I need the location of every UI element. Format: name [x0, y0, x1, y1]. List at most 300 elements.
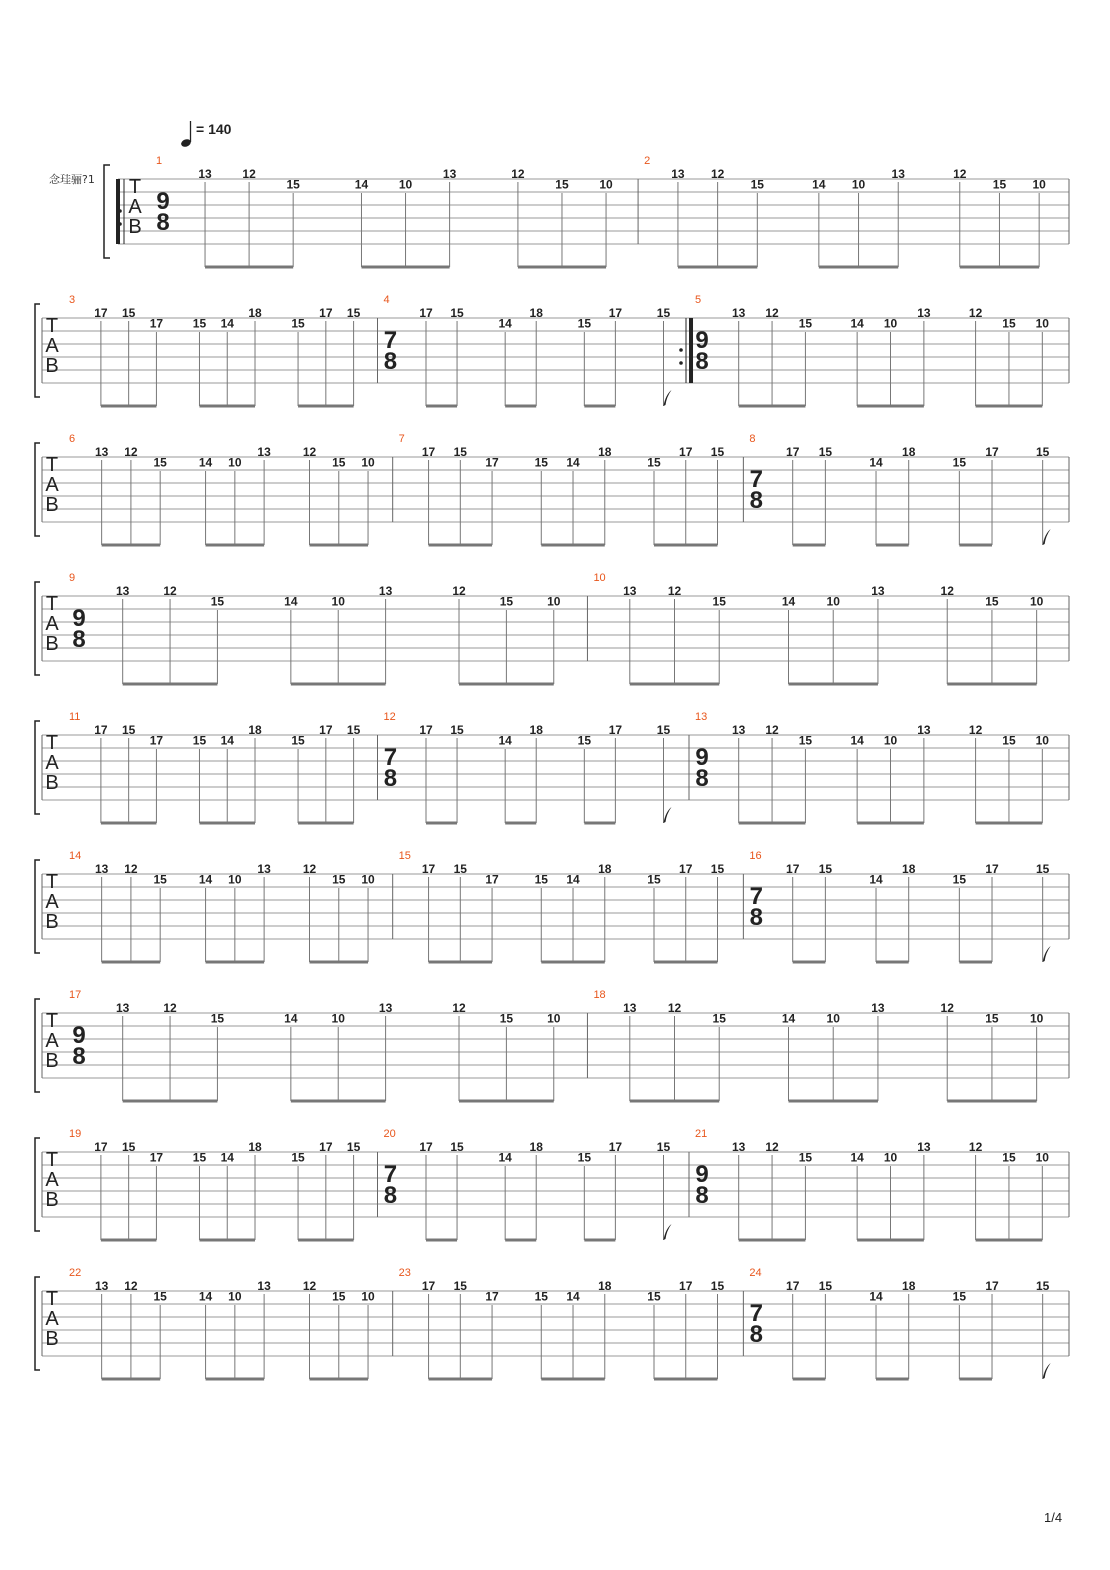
tab-clef-letter: A — [45, 1308, 59, 1330]
fret-number: 13 — [94, 1279, 109, 1293]
fret-number: 17 — [485, 455, 499, 470]
fret-number: 14 — [498, 316, 512, 331]
fret-number: 15 — [818, 445, 833, 459]
fret-number: 10 — [228, 1289, 242, 1304]
fret-number: 13 — [116, 1001, 130, 1015]
fret-number: 12 — [968, 723, 983, 737]
tab-clef-letter: B — [45, 1050, 59, 1072]
fret-number: 10 — [883, 733, 898, 748]
fret-number: 10 — [361, 872, 375, 887]
fret-number: 18 — [529, 1140, 543, 1154]
time-signature-bottom: 8 — [383, 348, 398, 375]
fret-number: 10 — [361, 455, 375, 470]
measure-number: 20 — [383, 1128, 396, 1140]
fret-number: 10 — [1035, 316, 1049, 331]
fret-number: 17 — [679, 862, 693, 876]
fret-number: 15 — [952, 455, 967, 470]
fret-number: 14 — [781, 594, 796, 609]
time-signature-top: 9 — [695, 327, 709, 354]
fret-number: 18 — [529, 723, 543, 737]
fret-number: 14 — [869, 872, 883, 887]
fret-number: 17 — [94, 723, 108, 737]
fret-number: 14 — [812, 177, 826, 192]
fret-number: 14 — [198, 872, 213, 887]
system-bracket — [35, 304, 40, 397]
fret-number: 15 — [332, 872, 346, 887]
fret-number: 15 — [499, 1011, 514, 1026]
fret-number: 17 — [319, 1140, 333, 1154]
fret-number: 15 — [992, 177, 1007, 192]
fret-number: 14 — [781, 1011, 796, 1026]
fret-number: 15 — [121, 306, 136, 320]
time-signature-top: 7 — [383, 1161, 398, 1188]
measure-number: 8 — [749, 433, 756, 445]
time-signature-bottom: 8 — [695, 348, 709, 375]
fret-number: 17 — [985, 445, 999, 459]
fret-number: 15 — [453, 862, 467, 876]
fret-number: 10 — [883, 1150, 898, 1165]
system-bracket — [35, 1277, 40, 1370]
fret-number: 15 — [656, 723, 671, 737]
fret-number: 15 — [332, 1289, 346, 1304]
measure-number: 19 — [69, 1128, 82, 1140]
fret-number: 13 — [94, 445, 109, 459]
fret-number: 17 — [679, 445, 693, 459]
fret-number: 13 — [623, 1001, 637, 1015]
fret-number: 13 — [917, 1140, 931, 1154]
fret-number: 17 — [419, 1140, 433, 1154]
fret-number: 14 — [566, 455, 580, 470]
fret-number: 10 — [228, 455, 242, 470]
fret-number: 15 — [1035, 1279, 1050, 1293]
tab-clef-letter: B — [45, 1328, 59, 1350]
time-signature-top: 9 — [695, 1161, 709, 1188]
time-signature-bottom: 8 — [72, 1043, 86, 1070]
fret-number: 14 — [869, 455, 883, 470]
fret-number: 12 — [302, 445, 317, 459]
fret-number: 15 — [121, 1140, 136, 1154]
time-signature-top: 9 — [72, 1022, 86, 1049]
fret-number: 15 — [453, 445, 467, 459]
fret-number: 10 — [547, 594, 561, 609]
tab-clef-letter: B — [45, 355, 59, 377]
time-signature-top: 7 — [749, 883, 764, 910]
system-bracket — [104, 165, 110, 258]
fret-number: 15 — [192, 1150, 207, 1165]
fret-number: 15 — [712, 594, 726, 609]
fret-number: 15 — [210, 1011, 225, 1026]
fret-number: 13 — [891, 167, 905, 181]
fret-number: 17 — [419, 723, 433, 737]
measure-number: 10 — [593, 572, 606, 584]
fret-number: 12 — [452, 1001, 466, 1015]
fret-number: 15 — [346, 1140, 361, 1154]
eighth-flag-icon — [1043, 529, 1051, 545]
fret-number: 17 — [985, 862, 999, 876]
fret-number: 18 — [248, 1140, 262, 1154]
fret-number: 15 — [1035, 445, 1050, 459]
tab-clef-letter: A — [45, 1030, 59, 1052]
fret-number: 13 — [94, 862, 109, 876]
measure-number: 13 — [695, 711, 708, 723]
fret-number: 17 — [786, 1279, 800, 1293]
fret-number: 18 — [598, 862, 612, 876]
fret-number: 15 — [453, 1279, 467, 1293]
fret-number: 12 — [124, 1279, 138, 1293]
fret-number: 17 — [319, 723, 333, 737]
fret-number: 15 — [286, 177, 300, 192]
fret-number: 17 — [149, 1150, 164, 1165]
fret-number: 12 — [302, 862, 317, 876]
fret-number: 10 — [826, 594, 840, 609]
measure-number: 17 — [69, 989, 82, 1001]
fret-number: 17 — [608, 723, 623, 737]
fret-number: 14 — [869, 1289, 883, 1304]
system-bracket — [35, 582, 40, 675]
fret-number: 13 — [732, 306, 746, 320]
fret-number: 18 — [902, 862, 916, 876]
fret-number: 14 — [850, 316, 864, 331]
fret-number: 10 — [826, 1011, 840, 1026]
fret-number: 18 — [248, 723, 262, 737]
fret-number: 13 — [671, 167, 685, 181]
tab-clef-letter: B — [45, 1189, 59, 1211]
measure-number: 9 — [69, 572, 76, 584]
fret-number: 13 — [378, 584, 393, 598]
fret-number: 12 — [667, 1001, 682, 1015]
fret-number: 14 — [284, 594, 298, 609]
time-signature-bottom: 8 — [72, 626, 86, 653]
fret-number: 12 — [452, 584, 466, 598]
eighth-flag-icon — [663, 807, 671, 823]
fret-number: 15 — [647, 455, 661, 470]
fret-number: 15 — [450, 723, 464, 737]
fret-number: 15 — [450, 1140, 464, 1154]
page-number: 1/4 — [1044, 1510, 1063, 1525]
system-bracket — [35, 443, 40, 536]
fret-number: 12 — [511, 167, 525, 181]
repeat-dot — [118, 222, 122, 226]
fret-number: 10 — [331, 594, 345, 609]
fret-number: 15 — [952, 872, 967, 887]
fret-number: 13 — [378, 1001, 393, 1015]
fret-number: 17 — [319, 306, 333, 320]
tab-clef-letter: A — [45, 474, 59, 496]
time-signature-bottom: 8 — [749, 1321, 764, 1348]
tempo-marking: = 140 — [196, 121, 232, 137]
fret-number: 15 — [818, 1279, 833, 1293]
fret-number: 13 — [871, 584, 885, 598]
fret-number: 10 — [1029, 1011, 1044, 1026]
tab-clef-letter: T — [45, 593, 59, 615]
fret-number: 15 — [534, 1289, 548, 1304]
fret-number: 13 — [917, 306, 931, 320]
measure-number: 3 — [69, 294, 76, 306]
fret-number: 15 — [291, 1150, 305, 1165]
fret-number: 15 — [710, 445, 725, 459]
fret-number: 15 — [1002, 733, 1016, 748]
fret-number: 10 — [228, 872, 242, 887]
eighth-flag-icon — [1043, 946, 1051, 962]
tab-clef-letter: T — [45, 732, 59, 754]
fret-number: 13 — [257, 1279, 271, 1293]
tab-clef-letter: T — [45, 1288, 59, 1310]
fret-number: 12 — [124, 445, 138, 459]
measure-number: 22 — [69, 1267, 82, 1279]
measure-number: 24 — [749, 1267, 762, 1279]
fret-number: 14 — [284, 1011, 298, 1026]
time-signature-bottom: 8 — [749, 904, 764, 931]
time-signature-bottom: 8 — [156, 209, 170, 236]
measure-number: 4 — [383, 294, 390, 306]
fret-number: 15 — [577, 733, 592, 748]
fret-number: 17 — [94, 1140, 108, 1154]
fret-number: 13 — [116, 584, 130, 598]
fret-number: 10 — [883, 316, 898, 331]
system-bracket — [35, 1138, 40, 1231]
fret-number: 15 — [291, 733, 305, 748]
fret-number: 14 — [566, 1289, 580, 1304]
measure-number: 15 — [398, 850, 411, 862]
tab-clef-letter: B — [45, 494, 59, 516]
fret-number: 15 — [499, 594, 514, 609]
fret-number: 15 — [710, 1279, 725, 1293]
measure-number: 11 — [69, 711, 81, 723]
fret-number: 14 — [850, 1150, 864, 1165]
fret-number: 18 — [248, 306, 262, 320]
fret-number: 10 — [398, 177, 413, 192]
fret-number: 15 — [656, 306, 671, 320]
fret-number: 10 — [547, 1011, 561, 1026]
fret-number: 15 — [577, 316, 592, 331]
fret-number: 10 — [599, 177, 613, 192]
fret-number: 17 — [985, 1279, 999, 1293]
fret-number: 12 — [242, 167, 256, 181]
fret-number: 10 — [1035, 1150, 1049, 1165]
tab-clef-letter: A — [45, 891, 59, 913]
fret-number: 15 — [555, 177, 569, 192]
fret-number: 15 — [1035, 862, 1050, 876]
fret-number: 15 — [656, 1140, 671, 1154]
fret-number: 18 — [902, 1279, 916, 1293]
fret-number: 17 — [94, 306, 108, 320]
time-signature-top: 9 — [695, 744, 709, 771]
fret-number: 15 — [647, 1289, 661, 1304]
fret-number: 15 — [346, 306, 361, 320]
fret-number: 15 — [121, 723, 136, 737]
fret-number: 15 — [710, 862, 725, 876]
measure-number: 23 — [398, 1267, 411, 1279]
time-signature-bottom: 8 — [383, 1182, 398, 1209]
time-signature-top: 7 — [749, 1300, 764, 1327]
fret-number: 15 — [210, 594, 225, 609]
fret-number: 15 — [192, 316, 207, 331]
fret-number: 17 — [421, 862, 436, 876]
time-signature-top: 7 — [383, 744, 398, 771]
fret-number: 12 — [302, 1279, 317, 1293]
fret-number: 17 — [419, 306, 433, 320]
fret-number: 12 — [940, 584, 954, 598]
tab-clef-letter: B — [128, 216, 142, 238]
tab-clef-letter: A — [45, 752, 59, 774]
fret-number: 15 — [577, 1150, 592, 1165]
eighth-flag-icon — [663, 390, 671, 406]
time-signature-bottom: 8 — [383, 765, 398, 792]
fret-number: 12 — [124, 862, 138, 876]
time-signature-bottom: 8 — [695, 765, 709, 792]
track-name: 念珪骊?1 — [49, 173, 95, 186]
fret-number: 17 — [786, 445, 800, 459]
repeat-dot — [679, 348, 683, 352]
fret-number: 15 — [952, 1289, 967, 1304]
fret-number: 17 — [421, 445, 436, 459]
fret-number: 15 — [647, 872, 661, 887]
fret-number: 14 — [198, 455, 213, 470]
fret-number: 12 — [163, 584, 177, 598]
fret-number: 14 — [850, 733, 864, 748]
tab-clef-letter: T — [45, 1010, 59, 1032]
fret-number: 14 — [220, 316, 234, 331]
time-signature-top: 9 — [156, 188, 170, 215]
fret-number: 17 — [149, 316, 164, 331]
measure-number: 7 — [398, 433, 405, 445]
measure-number: 12 — [383, 711, 396, 723]
fret-number: 15 — [818, 862, 833, 876]
fret-number: 15 — [985, 1011, 999, 1026]
fret-number: 10 — [1029, 594, 1044, 609]
fret-number: 17 — [485, 872, 499, 887]
fret-number: 14 — [566, 872, 580, 887]
measure-number: 16 — [749, 850, 762, 862]
fret-number: 17 — [485, 1289, 499, 1304]
time-signature-bottom: 8 — [749, 487, 764, 514]
tab-clef-letter: B — [45, 772, 59, 794]
tab-clef-letter: T — [45, 1149, 59, 1171]
fret-number: 10 — [361, 1289, 375, 1304]
tab-clef-letter: T — [45, 454, 59, 476]
measure-number: 18 — [593, 989, 606, 1001]
fret-number: 18 — [529, 306, 543, 320]
tab-clef-letter: B — [45, 911, 59, 933]
fret-number: 13 — [732, 723, 746, 737]
eighth-flag-icon — [663, 1224, 671, 1240]
fret-number: 12 — [968, 1140, 983, 1154]
tab-clef-letter: B — [45, 633, 59, 655]
time-signature-top: 7 — [749, 466, 764, 493]
measure-number: 5 — [695, 294, 702, 306]
fret-number: 15 — [346, 723, 361, 737]
fret-number: 13 — [871, 1001, 885, 1015]
fret-number: 15 — [1002, 1150, 1016, 1165]
fret-number: 15 — [291, 316, 305, 331]
measure-number: 1 — [156, 155, 163, 167]
fret-number: 15 — [450, 306, 464, 320]
fret-number: 12 — [710, 167, 725, 181]
system-bracket — [35, 999, 40, 1092]
fret-number: 12 — [163, 1001, 177, 1015]
fret-number: 15 — [534, 455, 548, 470]
eighth-flag-icon — [1043, 1363, 1051, 1379]
tab-clef-letter: A — [45, 335, 59, 357]
fret-number: 17 — [679, 1279, 693, 1293]
fret-number: 14 — [354, 177, 369, 192]
fret-number: 14 — [198, 1289, 213, 1304]
measure-number: 21 — [695, 1128, 708, 1140]
fret-number: 13 — [623, 584, 637, 598]
fret-number: 13 — [442, 167, 457, 181]
fret-number: 15 — [332, 455, 346, 470]
fret-number: 10 — [331, 1011, 345, 1026]
measure-number: 14 — [69, 850, 82, 862]
time-signature-top: 9 — [72, 605, 86, 632]
system-bracket — [35, 721, 40, 814]
fret-number: 17 — [608, 306, 623, 320]
fret-number: 15 — [534, 872, 548, 887]
fret-number: 14 — [220, 1150, 234, 1165]
time-signature-top: 7 — [383, 327, 398, 354]
fret-number: 12 — [765, 1140, 779, 1154]
repeat-dot — [118, 209, 122, 213]
fret-number: 15 — [750, 177, 764, 192]
measure-number: 2 — [644, 155, 651, 167]
fret-number: 15 — [1002, 316, 1016, 331]
tab-clef-letter: A — [45, 613, 59, 635]
fret-number: 13 — [198, 167, 212, 181]
fret-number: 10 — [851, 177, 866, 192]
fret-number: 10 — [1032, 177, 1046, 192]
fret-number: 17 — [421, 1279, 436, 1293]
tab-clef-letter: A — [45, 1169, 59, 1191]
fret-number: 15 — [153, 872, 167, 887]
tab-clef-letter: A — [128, 196, 142, 218]
measure-number: 6 — [69, 433, 76, 445]
fret-number: 17 — [149, 733, 164, 748]
fret-number: 17 — [786, 862, 800, 876]
fret-number: 13 — [732, 1140, 746, 1154]
fret-number: 13 — [257, 445, 271, 459]
fret-number: 18 — [598, 445, 612, 459]
fret-number: 15 — [153, 455, 167, 470]
fret-number: 14 — [498, 1150, 512, 1165]
fret-number: 14 — [220, 733, 234, 748]
system-bracket — [35, 860, 40, 953]
fret-number: 12 — [765, 306, 779, 320]
fret-number: 18 — [902, 445, 916, 459]
fret-number: 15 — [192, 733, 207, 748]
fret-number: 12 — [968, 306, 983, 320]
time-signature-bottom: 8 — [695, 1182, 709, 1209]
fret-number: 12 — [667, 584, 682, 598]
tab-clef-letter: T — [45, 871, 59, 893]
tab-clef-letter: T — [128, 176, 142, 198]
fret-number: 18 — [598, 1279, 612, 1293]
fret-number: 13 — [257, 862, 271, 876]
repeat-dot — [679, 361, 683, 365]
fret-number: 12 — [953, 167, 967, 181]
fret-number: 12 — [765, 723, 779, 737]
tab-clef-letter: T — [45, 315, 59, 337]
fret-number: 15 — [798, 316, 813, 331]
fret-number: 17 — [608, 1140, 623, 1154]
fret-number: 14 — [498, 733, 512, 748]
fret-number: 15 — [798, 733, 813, 748]
fret-number: 12 — [940, 1001, 954, 1015]
fret-number: 15 — [153, 1289, 167, 1304]
fret-number: 10 — [1035, 733, 1049, 748]
fret-number: 15 — [798, 1150, 813, 1165]
fret-number: 15 — [985, 594, 999, 609]
fret-number: 15 — [712, 1011, 726, 1026]
